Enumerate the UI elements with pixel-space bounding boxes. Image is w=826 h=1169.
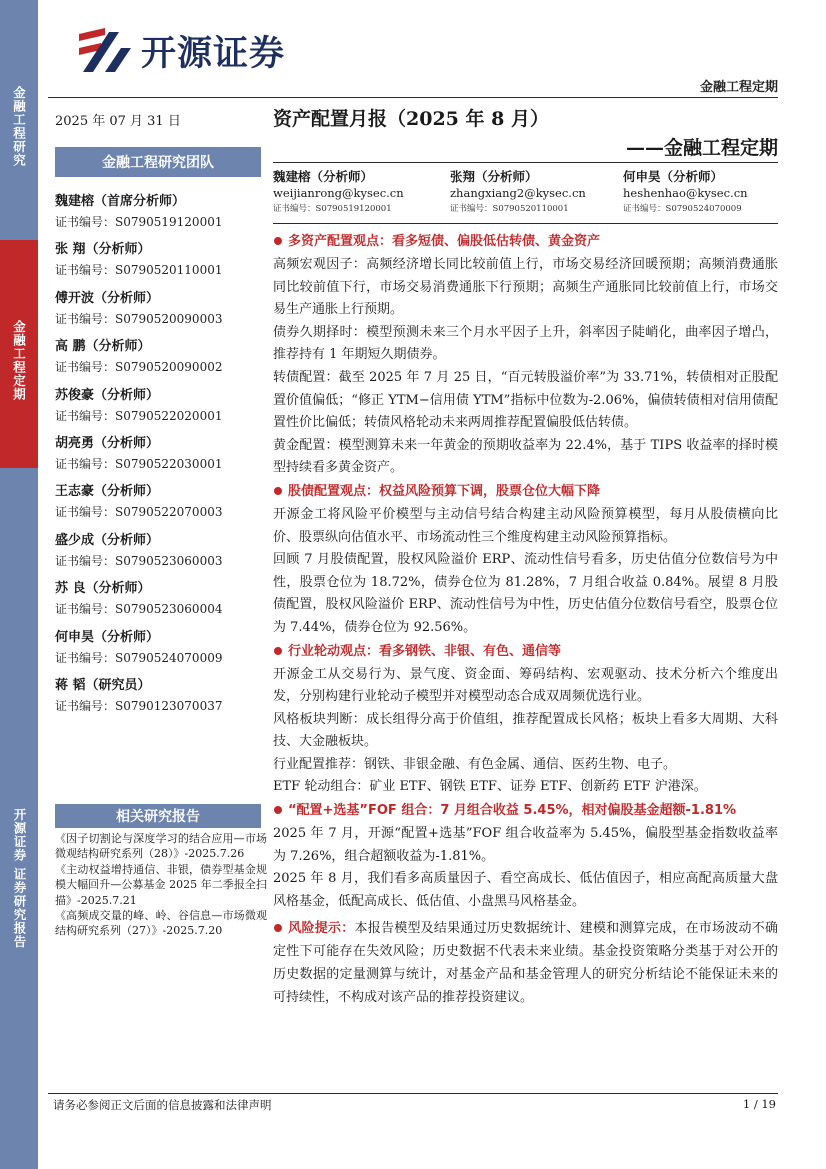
section-heading xyxy=(273,799,778,823)
member-cert: 证书编号：S0790524070009 xyxy=(55,650,223,665)
related-reports-list xyxy=(55,831,267,939)
analyst-name: 何申昊（分析师） xyxy=(623,169,724,184)
section-heading-text: “配置+选基”FOF 组合：7 月组合收益 5.45%，相对偏股基金超额-1.81% xyxy=(288,803,737,819)
bullet-dot-icon xyxy=(274,237,282,245)
member-cert: 证书编号：S0790522070003 xyxy=(55,505,223,520)
team-member xyxy=(55,337,265,385)
member-cert: 证书编号：S0790523060004 xyxy=(55,602,223,617)
risk-label: 风险提示： xyxy=(288,921,355,937)
member-name: 魏建榕（首席分析师） xyxy=(55,194,186,209)
section-heading xyxy=(273,480,778,504)
section-paragraph: 回顾 7 月股债配置，股权风险溢价 ERP、流动性信号看多，历史估值分位数信号为中性，股票仓位为 18.72%，债券仓位为 81.28%，7 月组合收益 0.84%。展望 8 月股债配置，股权风险溢价 ERP、流动性信号为中性，历史估值分位数信号看空，股票仓位为 7.44%，债券仓位为 92.56%。 xyxy=(273,552,778,635)
section-paragraph: 开源金工从交易行为、景气度、资金面、筹码结构、宏观驱动、技术分析六个维度出发，分别构建行业轮动子模型并对模型动态合成双周频优选行业。 xyxy=(273,666,778,705)
member-cert: 证书编号：S0790523060003 xyxy=(55,553,223,568)
related-reports-header: 相关研究报告 xyxy=(55,804,261,828)
report-title: 资产配置月报（2025 年 8 月） xyxy=(273,108,549,130)
report-date: 2025 年 07 月 31 日 xyxy=(55,114,181,129)
section-paragraph: 风格板块判断：成长组得分高于价值组，推荐配置成长风格；板块上看多大周期、大科技、大金融板块。 xyxy=(273,711,778,750)
company-logo xyxy=(75,26,285,76)
analyst-card xyxy=(450,168,586,216)
logo-text: 开源证券 xyxy=(141,34,286,74)
bullet-dot-icon xyxy=(274,806,282,814)
analyst-card xyxy=(273,168,404,216)
section-heading-text: 行业轮动观点：看多钢铁、非银、有色、通信等 xyxy=(288,643,562,659)
analyst-email[interactable]: zhangxiang2@kysec.cn xyxy=(450,186,586,200)
member-name: 高 鹏（分析师） xyxy=(55,339,151,355)
sidebar-bottom-label: 开源证券 证券研究报告 xyxy=(12,808,27,949)
sidebar-top xyxy=(0,0,38,240)
section-paragraph: 行业配置推荐：钢铁、非银金融、有色金属、通信、医药生物、电子。 xyxy=(273,756,677,772)
section-paragraph: 2025 年 8 月，我们看多高质量因子、看空高成长、低估值因子，相应高配高质量大盘风格基金，低配高成长、低估值、小盘黑马风格基金。 xyxy=(273,871,778,909)
title-divider xyxy=(273,162,778,163)
sidebar-middle-label: 金融工程定期 xyxy=(11,319,27,401)
section-heading xyxy=(273,230,778,254)
team-member xyxy=(55,240,265,288)
main-content xyxy=(273,230,778,1009)
related-report-link[interactable]: 《因子切割论与深度学习的结合应用—市场微观结构研究系列（28）》-2025.7.26 xyxy=(55,832,267,861)
report-subtitle: ——金融工程定期 xyxy=(625,137,778,159)
team-member xyxy=(55,434,265,482)
analyst-email[interactable]: weijianrong@kysec.cn xyxy=(273,186,404,200)
bullet-dot-icon xyxy=(274,924,282,932)
team-member xyxy=(55,386,265,434)
section-paragraph: 开源金工将风险平价模型与主动信号结合构建主动风险预算模型，每月从股债横向比价、股票纵向估值水平、市场流动性三个维度构建主动风险预算指标。 xyxy=(273,506,778,545)
member-name: 张 翔（分析师） xyxy=(55,242,151,258)
analyst-name: 张翔（分析师） xyxy=(450,169,538,184)
risk-warning xyxy=(273,917,778,1009)
team-member xyxy=(55,531,265,579)
section-paragraph: 高频宏观因子：高频经济增长同比较前值上行，市场交易经济回暖预期；高频消费通胀同比较前值下行，市场交易消费通胀下行预期；高频生产通胀同比较前值上行，市场交易生产通胀上行预期。 xyxy=(273,257,778,318)
bullet-dot-icon xyxy=(274,647,282,655)
member-name: 胡亮勇（分析师） xyxy=(55,435,160,451)
analyst-divider xyxy=(273,223,778,224)
section-heading xyxy=(273,640,778,664)
member-name: 苏 良（分析师） xyxy=(55,581,151,597)
sidebar-middle xyxy=(0,240,38,468)
logo-mark-icon xyxy=(75,26,137,76)
section-paragraph: 黄金配置：模型测算未来一年黄金的预期收益率为 22.4%，基于 TIPS 收益率的择时模型持续看多黄金资产。 xyxy=(273,437,778,476)
team-list xyxy=(55,192,265,724)
member-name: 蒋 韬（研究员） xyxy=(55,677,151,693)
member-cert: 证书编号：S0790520090003 xyxy=(55,311,223,326)
team-member xyxy=(55,676,265,724)
header-category: 金融工程定期 xyxy=(699,80,778,95)
analyst-card xyxy=(623,168,748,216)
page-number: 1 / 19 xyxy=(742,1097,776,1111)
team-member xyxy=(55,482,265,530)
analyst-cert: 证书编号：S0790524070009 xyxy=(623,204,742,214)
member-name: 傅开波（分析师） xyxy=(55,290,160,306)
member-cert: 证书编号：S0790519120001 xyxy=(55,215,223,229)
analyst-email[interactable]: heshenhao@kysec.cn xyxy=(623,186,748,200)
member-cert: 证书编号：S0790520090002 xyxy=(55,360,223,375)
member-name: 盛少成（分析师） xyxy=(55,532,160,548)
member-cert: 证书编号：S0790522020001 xyxy=(55,408,223,423)
analyst-name: 魏建榕（分析师） xyxy=(273,169,374,184)
team-member xyxy=(55,289,265,337)
member-cert: 证书编号：S0790123070037 xyxy=(55,698,223,713)
team-member xyxy=(55,628,265,676)
related-report-link[interactable]: 《主动权益增持通信、非银，债券型基金规模大幅回升—公募基金 2025 年二季报全扫描》-2025.7.21 xyxy=(55,862,267,907)
section-heading-text: 股债配置观点：权益风险预算下调，股票仓位大幅下降 xyxy=(288,483,601,499)
risk-text: 本报告模型及结果通过历史数据统计、建模和测算完成，在市场波动不确定性下可能存在失效风险；历史数据不代表未来业绩。基金投资策略分类基于对公开的历史数据的定量测算与统计，对基金产品和基金管理人的研究分析结论不能保证未来的可持续性，不构成对该产品的推荐投资建议。 xyxy=(273,921,778,1005)
sidebar-bottom xyxy=(0,468,38,1169)
footer-disclaimer[interactable]: 请务必参阅正文后面的信息披露和法律声明 xyxy=(53,1098,272,1112)
related-report-link[interactable]: 《高频成交量的峰、岭、谷信息—市场微观结构研究系列（27）》-2025.7.20 xyxy=(55,909,267,938)
team-header: 金融工程研究团队 xyxy=(55,147,261,177)
team-member xyxy=(55,579,265,627)
section-paragraph: ETF 轮动组合：矿业 ETF、钢铁 ETF、证券 ETF、创新药 ETF 沪港深。 xyxy=(273,779,707,795)
analyst-cert: 证书编号：S0790519120001 xyxy=(273,204,392,214)
footer-divider xyxy=(48,1093,778,1094)
member-name: 苏俊豪（分析师） xyxy=(55,387,160,403)
analyst-row xyxy=(273,168,778,222)
analyst-cert: 证书编号：S0790520110001 xyxy=(450,204,569,214)
member-cert: 证书编号：S0790522030001 xyxy=(55,456,223,471)
section-paragraph: 2025 年 7 月，开源“配置+选基”FOF 组合收益率为 5.45%，偏股型基金指数收益率为 7.26%，组合超额收益为-1.81%。 xyxy=(273,826,778,864)
section-paragraph: 债券久期择时：模型预测未来三个月水平因子上升，斜率因子陡峭化，曲率因子增凸，推荐持有 1 年期短久期债券。 xyxy=(273,324,778,363)
member-name: 何申昊（分析师） xyxy=(55,629,160,645)
member-cert: 证书编号：S0790520110001 xyxy=(55,263,223,278)
team-member xyxy=(55,192,265,240)
header-divider xyxy=(48,97,778,98)
section-heading-text: 多资产配置观点：看多短债、偏股低估转债、黄金资产 xyxy=(288,234,601,249)
section-paragraph: 转债配置：截至 2025 年 7 月 25 日，“百元转股溢价率”为 33.71%，转债相对正股配置价值偏低；“修正 YTM−信用债 YTM”指标中位数为-2.06%，偏债转债相对信用债配置性价比偏低；转债风格轮动未来两周推荐配置偏股低估转债。 xyxy=(273,369,778,431)
sidebar-top-label: 金融工程研究 xyxy=(11,85,27,167)
member-name: 王志豪（分析师） xyxy=(55,484,160,500)
bullet-dot-icon xyxy=(274,487,282,495)
